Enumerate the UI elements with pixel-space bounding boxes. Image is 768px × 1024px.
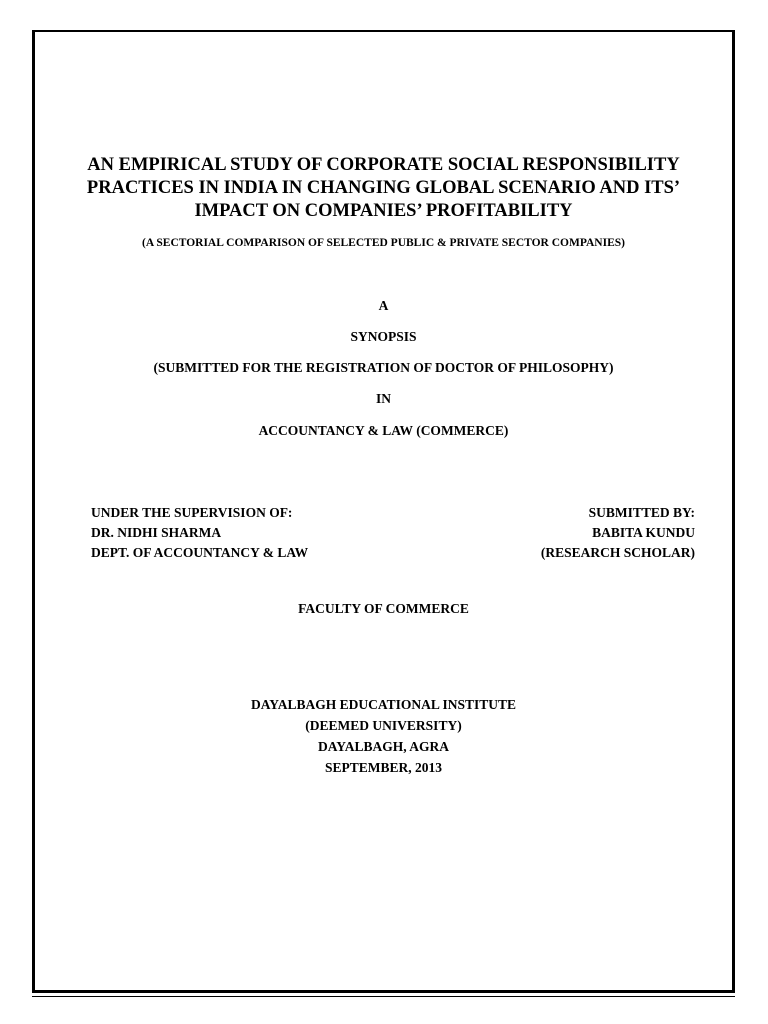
supervisor-name: DR. NIDHI SHARMA <box>91 525 222 540</box>
institute-block <box>36 694 731 778</box>
submitted-by-heading: SUBMITTED BY: <box>588 505 695 520</box>
scholar-name: BABITA KUNDU <box>592 525 695 540</box>
in-label: IN <box>375 391 391 406</box>
subject-text: ACCOUNTANCY & LAW (COMMERCE) <box>258 423 509 438</box>
document-title <box>36 154 731 223</box>
institute-type: (DEEMED UNIVERSITY) <box>305 718 462 733</box>
supervision-heading: UNDER THE SUPERVISION OF: <box>91 505 293 520</box>
institute-date: SEPTEMBER, 2013 <box>324 760 443 775</box>
title-line-2: PRACTICES IN INDIA IN CHANGING GLOBAL SCENARIO AND ITS’ <box>86 178 681 198</box>
title-line-1: AN EMPIRICAL STUDY OF CORPORATE SOCIAL RESPONSIBILITY <box>87 155 680 175</box>
institute-name: DAYALBAGH EDUCATIONAL INSTITUTE <box>250 697 517 712</box>
faculty-text: FACULTY OF COMMERCE <box>298 601 469 616</box>
document-subtitle: (A SECTORIAL COMPARISON OF SELECTED PUBLIC & PRIVATE SECTOR COMPANIES) <box>142 237 625 249</box>
page-border-underline <box>32 996 735 997</box>
supervisor-dept: DEPT. OF ACCOUNTANCY & LAW <box>91 545 309 560</box>
synopsis-label: SYNOPSIS <box>350 329 417 344</box>
a-label: A <box>378 298 389 313</box>
submitted-for-text: (SUBMITTED FOR THE REGISTRATION OF DOCTOR OF PHILOSOPHY) <box>153 360 614 375</box>
institute-location: DAYALBAGH, AGRA <box>317 739 450 754</box>
scholar-role: (RESEARCH SCHOLAR) <box>540 545 695 560</box>
title-line-3: IMPACT ON COMPANIES’ PROFITABILITY <box>194 201 573 221</box>
